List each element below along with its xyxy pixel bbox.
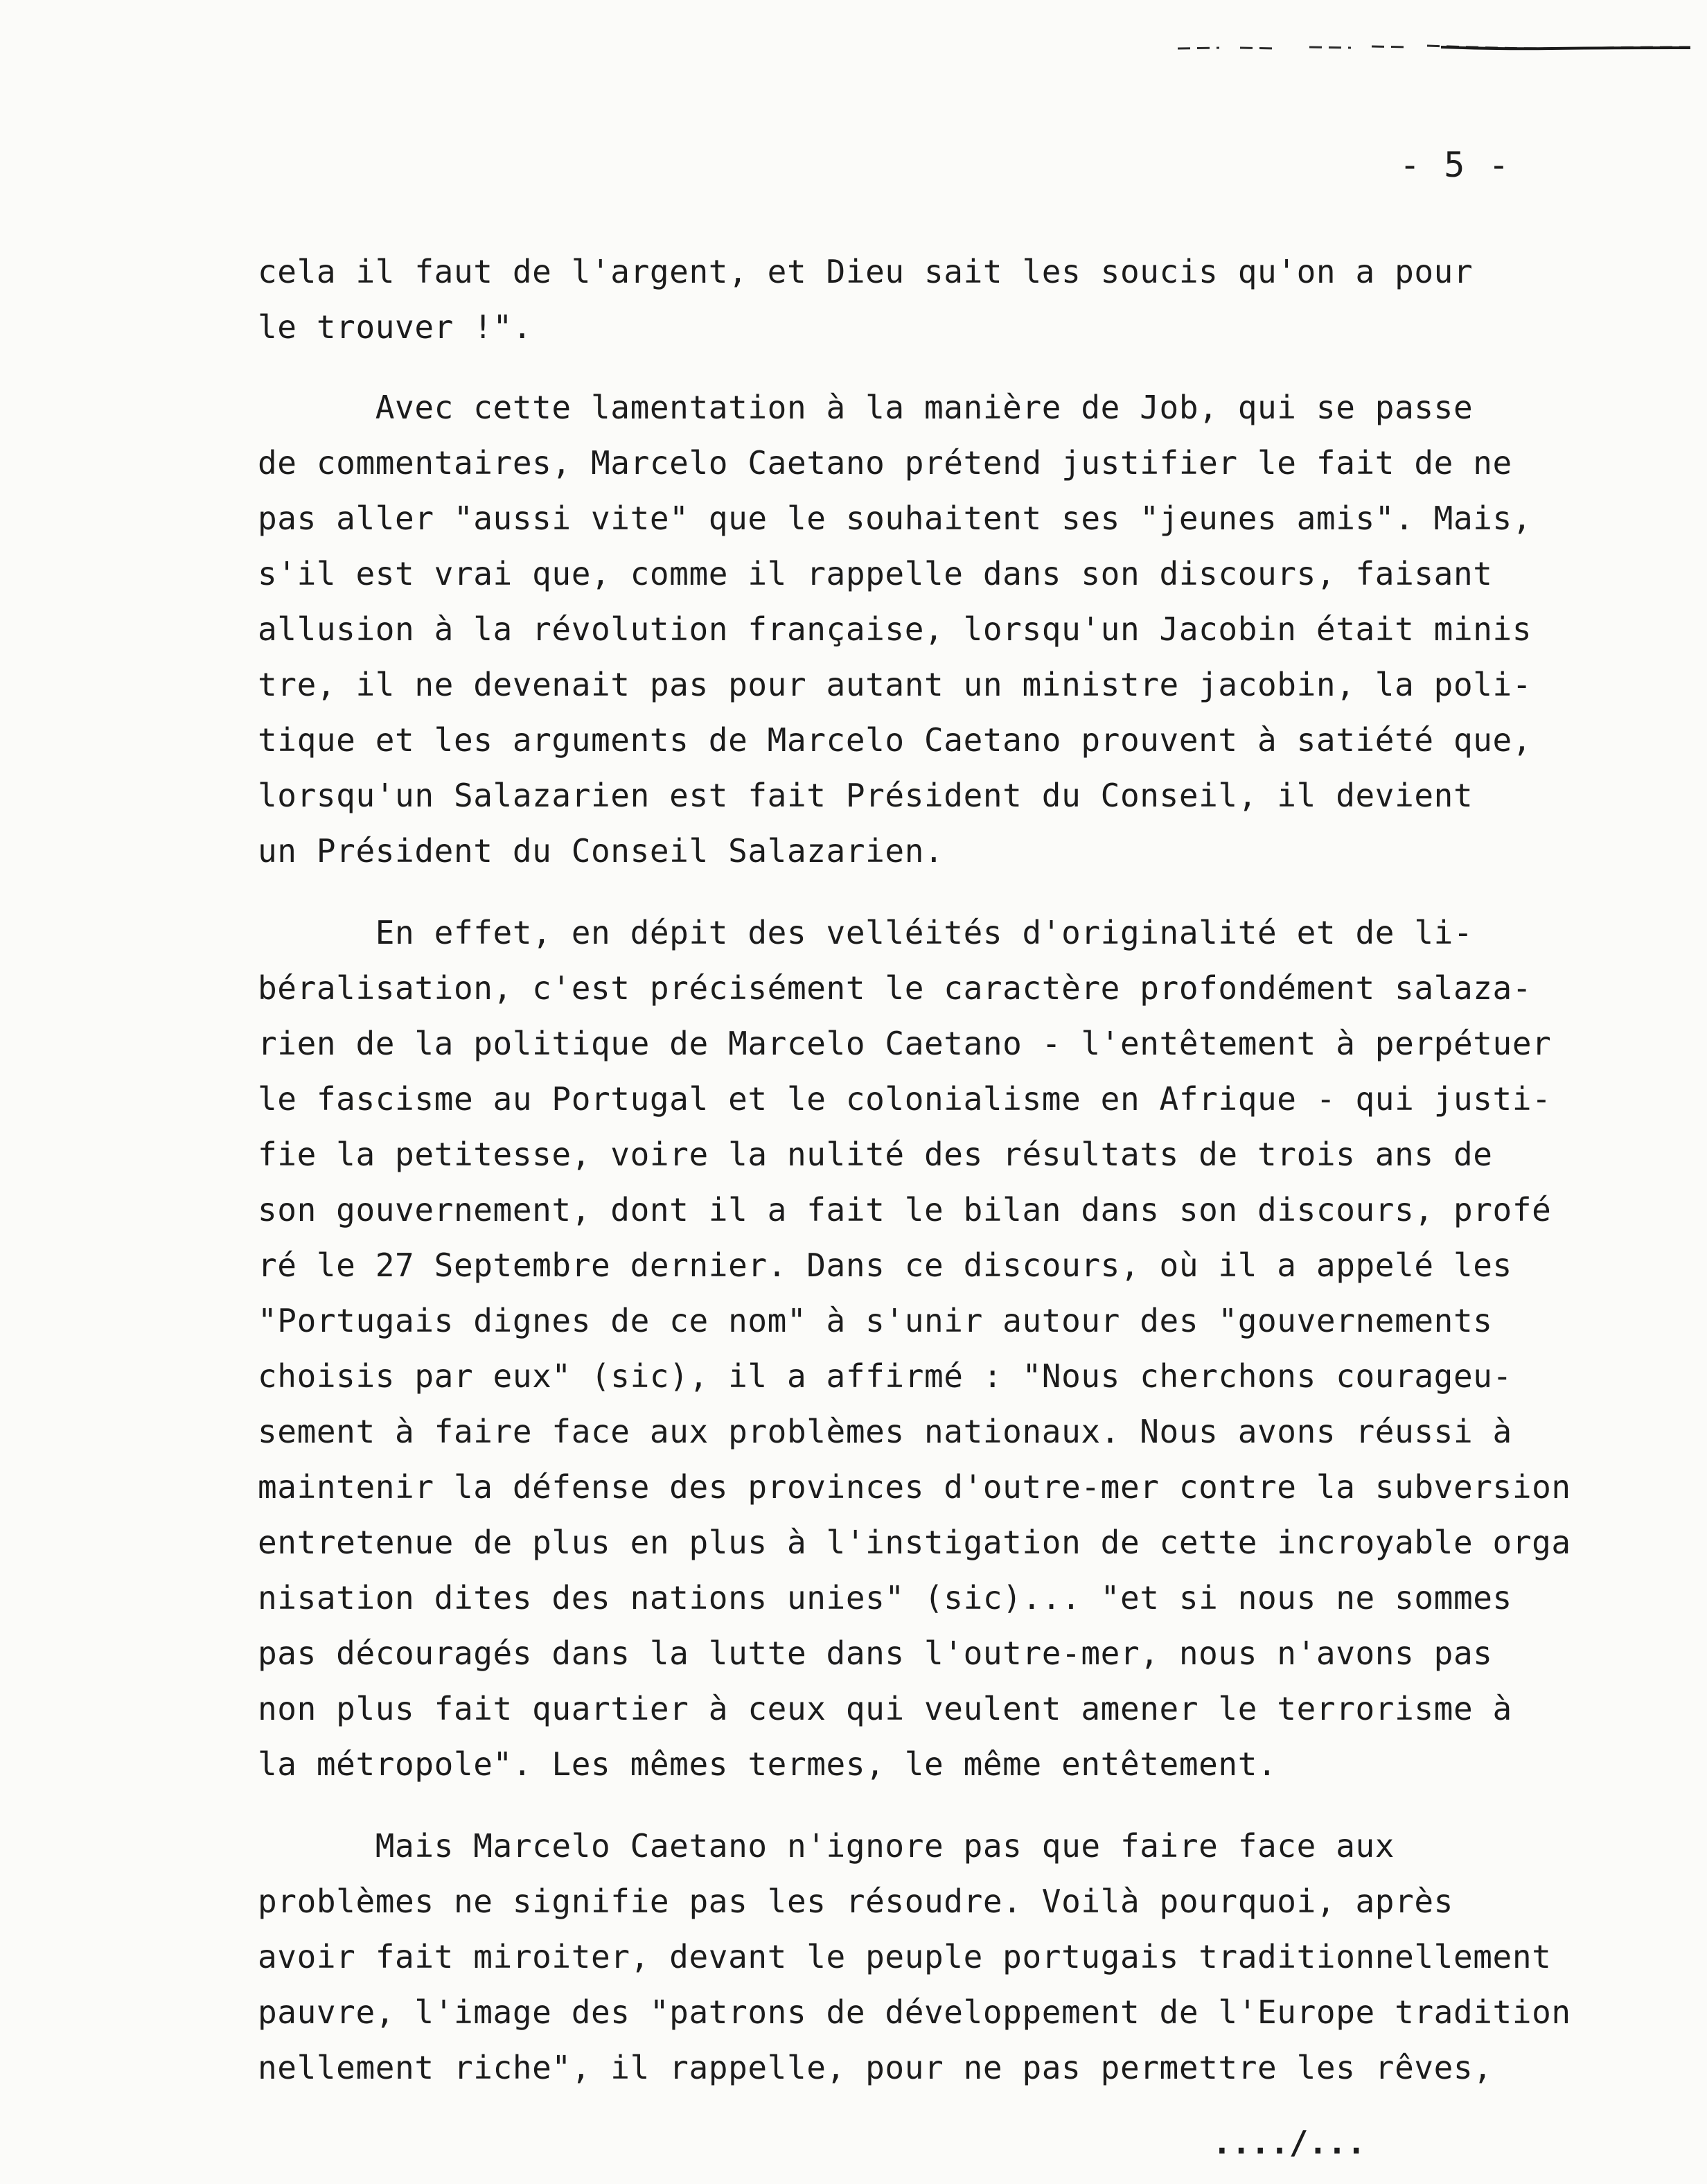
text-line: "Portugais dignes de ce nom" à s'unir autour des "gouvernements xyxy=(258,1302,1493,1339)
text-line: non plus fait quartier à ceux qui veulent amener le terrorisme à xyxy=(258,1690,1512,1727)
text-line: entretenue de plus en plus à l'instigation de cette incroyable orga xyxy=(258,1524,1571,1561)
text-line: fie la petitesse, voire la nulité des résultats de trois ans de xyxy=(258,1136,1493,1173)
continuation-mark: ..../... xyxy=(1212,2124,1366,2161)
text-line: ré le 27 Septembre dernier. Dans ce discours, où il a appelé les xyxy=(258,1247,1512,1284)
text-line: rien de la politique de Marcelo Caetano - l'entêtement à perpétuer xyxy=(258,1025,1552,1062)
text-line: avoir fait miroiter, devant le peuple portugais traditionnellement xyxy=(258,1938,1552,1975)
paragraph-1 xyxy=(258,244,1473,355)
text-line: s'il est vrai que, comme il rappelle dans son discours, faisant xyxy=(258,555,1493,592)
text-line: le trouver !". xyxy=(258,308,533,346)
text-line: En effet, en dépit des velléités d'originalité et de li- xyxy=(258,914,1474,951)
text-line: de commentaires, Marcelo Caetano prétend justifier le fait de ne xyxy=(258,444,1512,482)
text-line: nisation dites des nations unies" (sic)... "et si nous ne sommes xyxy=(258,1579,1512,1617)
text-line: tre, il ne devenait pas pour autant un ministre jacobin, la poli- xyxy=(258,666,1532,703)
text-line: Mais Marcelo Caetano n'ignore pas que faire face aux xyxy=(258,1827,1395,1865)
text-line: pauvre, l'image des "patrons de développement de l'Europe tradition xyxy=(258,1993,1571,2031)
text-line: pas découragés dans la lutte dans l'outre-mer, nous n'avons pas xyxy=(258,1635,1493,1672)
page-number: - 5 - xyxy=(1399,145,1511,185)
text-line: Avec cette lamentation à la manière de Job, qui se passe xyxy=(258,389,1474,426)
text-line: sement à faire face aux problèmes nationaux. Nous avons réussi à xyxy=(258,1413,1512,1450)
paragraph-3 xyxy=(258,905,1571,1792)
text-line: maintenir la défense des provinces d'outre-mer contre la subversion xyxy=(258,1468,1571,1506)
text-line: pas aller "aussi vite" que le souhaitent ses "jeunes amis". Mais, xyxy=(258,500,1532,537)
text-line: problèmes ne signifie pas les résoudre. Voilà pourquoi, après xyxy=(258,1883,1453,1920)
text-line: la métropole". Les mêmes termes, le même entêtement. xyxy=(258,1745,1277,1783)
text-line: lorsqu'un Salazarien est fait Président du Conseil, il devient xyxy=(258,777,1474,814)
text-line: le fascisme au Portugal et le colonialisme en Afrique - qui justi- xyxy=(258,1080,1552,1118)
text-line: nellement riche", il rappelle, pour ne pas permettre les rêves, xyxy=(258,2049,1493,2086)
text-line: béralisation, c'est précisément le caractère profondément salaza- xyxy=(258,969,1532,1007)
text-line: cela il faut de l'argent, et Dieu sait les soucis qu'on a pour xyxy=(258,253,1474,290)
paragraph-4 xyxy=(258,1818,1571,2095)
text-line: tique et les arguments de Marcelo Caetano prouvent à satiété que, xyxy=(258,721,1532,759)
paragraph-2 xyxy=(258,380,1532,879)
text-line: son gouvernement, dont il a fait le bilan dans son discours, profé xyxy=(258,1191,1552,1228)
top-edge-rule xyxy=(1178,43,1690,53)
text-line: choisis par eux" (sic), il a affirmé : "Nous cherchons courageu- xyxy=(258,1357,1512,1395)
text-line: un Président du Conseil Salazarien. xyxy=(258,832,944,870)
text-line: allusion à la révolution française, lorsqu'un Jacobin était minis xyxy=(258,610,1532,648)
